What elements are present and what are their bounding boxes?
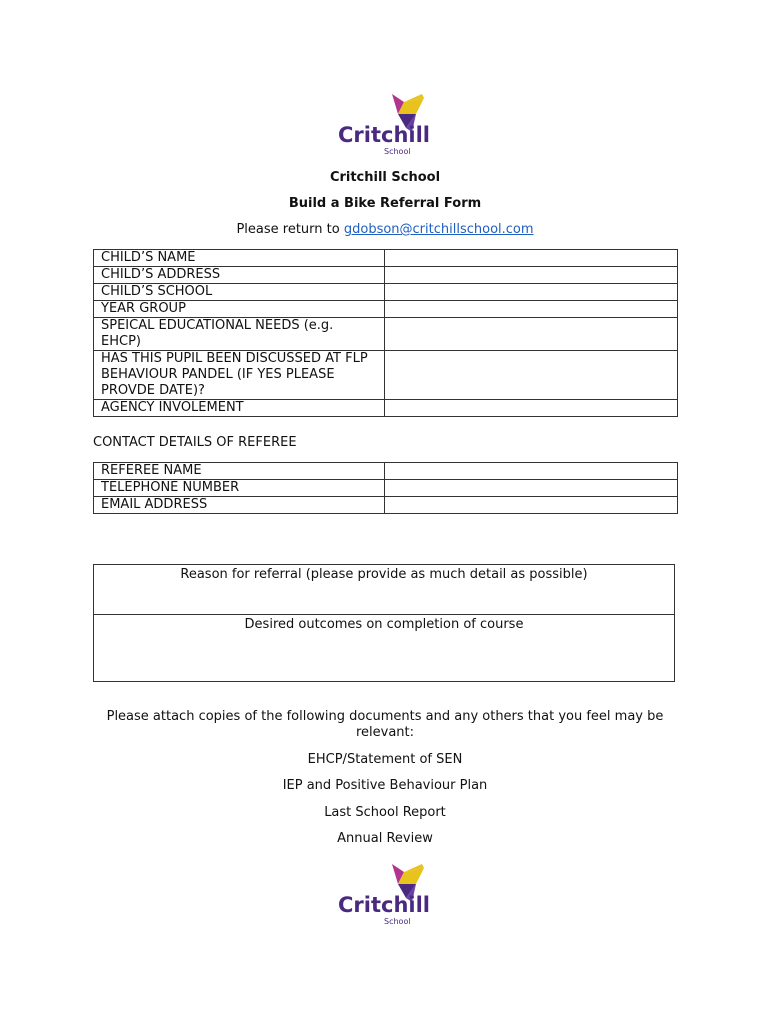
referee-heading: CONTACT DETAILS OF REFEREE [93,435,297,450]
desired-outcomes-field[interactable] [94,615,674,681]
attachment-item: Annual Review [337,831,433,846]
sen-field[interactable] [385,318,678,351]
row-label-year-group: YEAR GROUP [94,301,385,318]
row-label-childs-school: CHILD’S SCHOOL [94,284,385,301]
row-label-email: EMAIL ADDRESS [94,497,385,514]
child-details-table [93,249,678,417]
row-label-referee-name: REFEREE NAME [94,463,385,480]
row-label-sen: SPEICAL EDUCATIONAL NEEDS (e.g. EHCP) [94,318,385,351]
row-label-behaviour-panel: HAS THIS PUPIL BEEN DISCUSSED AT FLP BEHAVIOUR PANDEL (IF YES PLEASE PROVDE DATE)? [94,351,385,400]
svg-text:School: School [384,147,411,156]
attachment-item: EHCP/Statement of SEN [307,752,463,767]
childs-name-field[interactable] [385,250,678,267]
table-row [94,497,678,514]
bird-icon [332,92,436,158]
row-label-childs-address: CHILD’S ADDRESS [94,267,385,284]
svg-text:Critchill: Critchill [338,893,430,917]
svg-text:Critchill: Critchill [338,123,430,147]
childs-school-field[interactable] [385,284,678,301]
row-label-agency-involvement: AGENCY INVOLEMENT [94,400,385,417]
table-row [94,400,678,417]
form-title: Build a Bike Referral Form [288,196,482,211]
table-row [94,301,678,318]
table-row [94,463,678,480]
return-prefix: Please return to [236,222,340,237]
attachment-item: IEP and Positive Behaviour Plan [282,778,488,793]
email-field[interactable] [385,497,678,514]
table-row [94,250,678,267]
attachment-item: Last School Report [324,805,446,820]
bird-icon [332,862,436,928]
critchill-logo-footer [332,862,436,928]
return-email-link[interactable]: gdobson@critchillschool.com [343,222,534,237]
table-row [94,284,678,301]
year-group-field[interactable] [385,301,678,318]
desired-outcomes-label: Desired outcomes on completion of course [244,617,524,632]
referee-name-field[interactable] [385,463,678,480]
attachments-intro: Please attach copies of the following documents and any others that you feel may be relevant: [106,709,664,740]
school-name: Critchill School [329,170,441,185]
referral-details-box [93,564,675,682]
childs-address-field[interactable] [385,267,678,284]
table-row [94,480,678,497]
referee-table [93,462,678,514]
svg-text:School: School [384,917,411,926]
table-row [94,351,678,400]
table-row [94,318,678,351]
table-row [94,267,678,284]
telephone-field[interactable] [385,480,678,497]
reason-for-referral-field[interactable] [94,565,674,615]
row-label-childs-name: CHILD’S NAME [94,250,385,267]
critchill-logo [332,92,436,158]
agency-involvement-field[interactable] [385,400,678,417]
row-label-telephone: TELEPHONE NUMBER [94,480,385,497]
return-line [0,222,770,237]
reason-for-referral-label: Reason for referral (please provide as much detail as possible) [180,567,588,582]
behaviour-panel-field[interactable] [385,351,678,400]
